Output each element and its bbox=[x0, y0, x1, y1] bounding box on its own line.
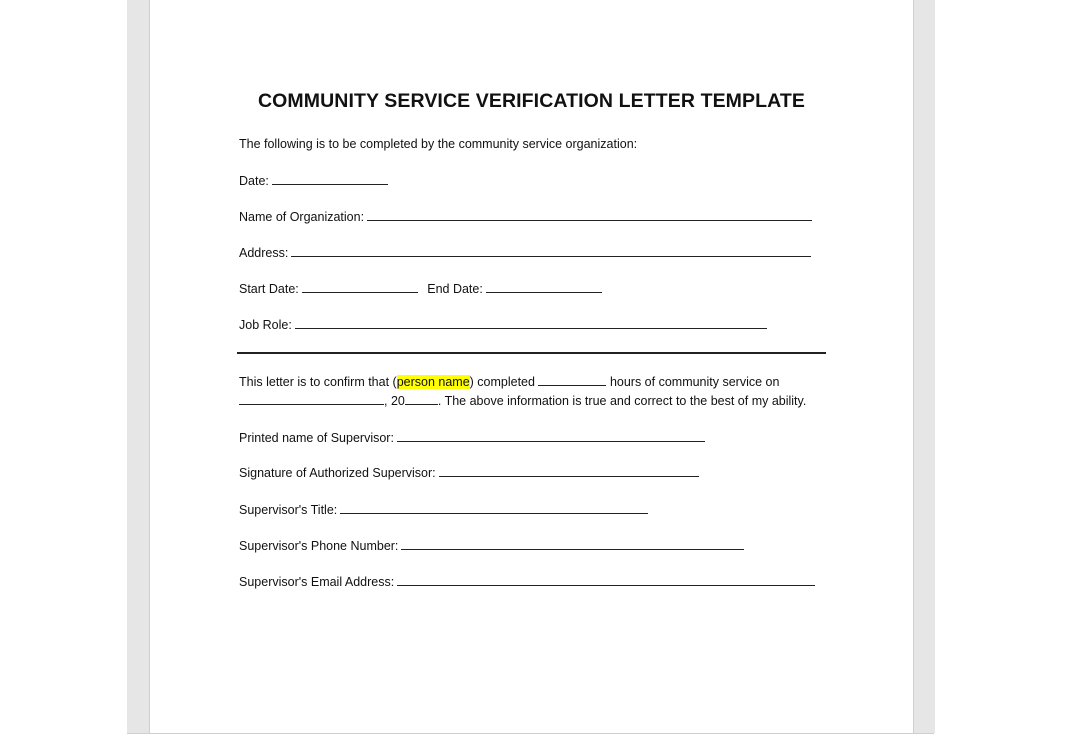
document-page bbox=[150, 0, 913, 733]
confirmation-text-3: hours of community service on bbox=[609, 375, 780, 389]
start-date-blank[interactable] bbox=[302, 281, 418, 293]
intro-text: The following is to be completed by the community service organization: bbox=[239, 137, 638, 151]
end-date-label: End Date: bbox=[427, 282, 483, 296]
section-divider bbox=[237, 352, 826, 354]
printed-name-label: Printed name of Supervisor: bbox=[239, 431, 394, 445]
confirmation-text-4: , 20 bbox=[384, 394, 405, 408]
phone-label: Supervisor's Phone Number: bbox=[239, 539, 399, 553]
date-label: Date: bbox=[239, 174, 269, 188]
start-date-label: Start Date: bbox=[239, 282, 299, 296]
printed-name-row bbox=[239, 430, 705, 446]
signature-row bbox=[239, 465, 699, 481]
address-label: Address: bbox=[239, 246, 289, 260]
confirmation-text-2: ) completed bbox=[469, 375, 535, 389]
printed-name-blank[interactable] bbox=[397, 430, 705, 442]
job-role-label: Job Role: bbox=[239, 318, 292, 332]
email-row bbox=[239, 574, 815, 590]
signature-label: Signature of Authorized Supervisor: bbox=[239, 466, 436, 480]
date-row bbox=[239, 173, 388, 189]
address-row bbox=[239, 245, 811, 261]
organization-label: Name of Organization: bbox=[239, 210, 365, 224]
year-blank[interactable] bbox=[405, 393, 438, 405]
address-blank[interactable] bbox=[291, 245, 811, 257]
service-date-blank[interactable] bbox=[239, 393, 384, 405]
confirmation-line-2 bbox=[239, 393, 806, 409]
page-gutter-left bbox=[127, 0, 150, 733]
signature-blank[interactable] bbox=[439, 465, 699, 477]
page-gutter-right bbox=[913, 0, 935, 733]
organization-blank[interactable] bbox=[367, 209, 812, 221]
job-role-blank[interactable] bbox=[295, 317, 767, 329]
date-blank[interactable] bbox=[272, 173, 388, 185]
confirmation-line-1 bbox=[239, 374, 779, 390]
job-role-row bbox=[239, 317, 767, 333]
document-title: COMMUNITY SERVICE VERIFICATION LETTER TEMPLATE bbox=[257, 90, 805, 112]
end-date-blank[interactable] bbox=[486, 281, 602, 293]
confirmation-text-1: This letter is to confirm that ( bbox=[239, 375, 397, 389]
supervisor-title-label: Supervisor's Title: bbox=[239, 503, 338, 517]
dates-row bbox=[239, 281, 602, 297]
confirmation-text-5: . The above information is true and correct to the best of my ability. bbox=[437, 394, 807, 408]
email-label: Supervisor's Email Address: bbox=[239, 575, 395, 589]
email-blank[interactable] bbox=[397, 574, 815, 586]
supervisor-title-row bbox=[239, 502, 648, 518]
phone-row bbox=[239, 538, 744, 554]
hours-blank[interactable] bbox=[538, 374, 606, 386]
organization-row bbox=[239, 209, 812, 225]
phone-blank[interactable] bbox=[401, 538, 744, 550]
supervisor-title-blank[interactable] bbox=[340, 502, 648, 514]
person-name-placeholder[interactable]: person name bbox=[396, 375, 470, 389]
page-bottom-edge bbox=[127, 733, 934, 734]
